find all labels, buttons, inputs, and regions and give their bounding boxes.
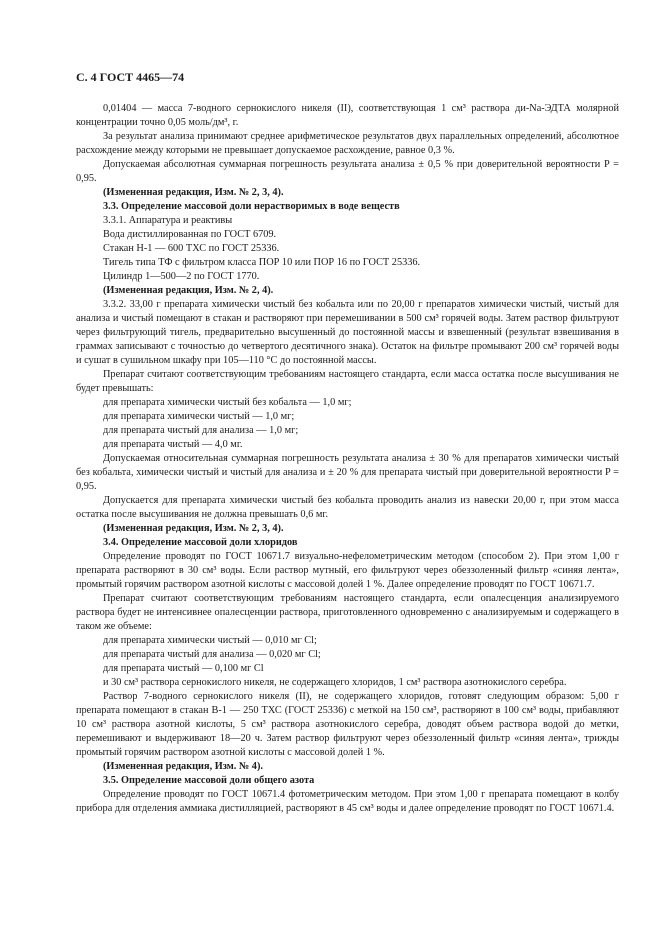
document-page [76,70,619,816]
paragraph: Тигель типа ТФ с фильтром класса ПОР 10 или ПОР 16 по ГОСТ 25336. [103,257,421,268]
page-header: С. 4 ГОСТ 4465—74 [76,70,185,84]
paragraph: 0,01404 — масса 7-водного сернокислого никеля (II), соответствующая 1 см³ раствора ди-Na-ЭДТА молярной концентрации точно 0,05 моль/дм³, г. [76,103,619,128]
paragraph: За результат анализа принимают среднее арифметическое результатов двух параллельных определений, абсолютное расхождение между которыми не превышает допускаемое расхождение, равное 0,3 %. [76,131,619,156]
paragraph: 3.3.1. Аппаратура и реактивы [103,215,233,226]
list-item: для препарата чистый — 0,100 мг Cl [103,663,264,674]
paragraph: 3.3.2. 33,00 г препарата химически чистый без кобальта или по 20,00 г препаратов химически чистый, чистый для анализа и чистый помещают в стакан и растворяют при перемешивании в 500 см³ горячей воды. Затем раствор фильтруют через фильтрующий тигель, предварительно высушенный до постоянной массы и взвешенный (результат взвешивания в граммах записывают с точностью до четвертого десятичного знака). Остаток на фильтре промывают 200 см³ горячей воды и сушат в сушильном шкафу при 105—110 °С до постоянной массы. [76,299,619,366]
paragraph: Препарат считают соответствующим требованиям настоящего стандарта, если опалесценция анализируемого раствора будет не интенсивнее опалесценции раствора, приготовленного одновременно с анализируемым и содержащего в таком же объеме: [76,593,619,632]
list-item: для препарата химически чистый — 0,010 мг Cl; [103,635,317,646]
bold-paragraph: (Измененная редакция, Изм. № 4). [103,761,263,772]
paragraph: и 30 см³ раствора сернокислого никеля, не содержащего хлоридов, 1 см³ раствора азотнокислого серебра. [103,677,567,688]
bold-paragraph: (Измененная редакция, Изм. № 2, 3, 4). [103,523,284,534]
paragraph: Определение проводят по ГОСТ 10671.4 фотометрическим методом. При этом 1,00 г препарата помещают в колбу прибора для отделения аммиака дистилляцией, растворяют в 45 см³ воды и далее определение проводят по ГОСТ 10671.4. [76,789,619,814]
paragraph: Стакан Н-1 — 600 ТХС по ГОСТ 25336. [103,243,280,254]
list-item: для препарата химически чистый без кобальта — 1,0 мг; [103,397,352,408]
bold-paragraph: 3.5. Определение массовой доли общего азота [103,775,315,786]
paragraph: Цилиндр 1—500—2 по ГОСТ 1770. [103,271,260,282]
paragraph: Допускаемая абсолютная суммарная погрешность результата анализа ± 0,5 % при доверительной вероятности P = 0,95. [76,159,619,184]
paragraph: Допускаемая относительная суммарная погрешность результата анализа ± 30 % для препаратов химически чистый без кобальта, химически чистый и чистый для анализа и ± 20 % для препарата чистый при доверительной вероятности P = 0,95. [76,453,619,492]
paragraph: Вода дистиллированная по ГОСТ 6709. [103,229,277,240]
list-item: для препарата чистый — 4,0 мг. [103,439,243,450]
bold-paragraph: (Измененная редакция, Изм. № 2, 3, 4). [103,187,284,198]
bold-paragraph: (Измененная редакция, Изм. № 2, 4). [103,285,274,296]
paragraph: Препарат считают соответствующим требованиям настоящего стандарта, если масса остатка после высушивания не будет превышать: [76,369,619,394]
document-body [76,102,619,816]
paragraph: Допускается для препарата химически чистый без кобальта проводить анализ из навески 20,00 г, при этом масса остатка после высушивания не должна превышать 0,6 мг. [76,495,619,520]
paragraph: Раствор 7-водного сернокислого никеля (II), не содержащего хлоридов, готовят следующим образом: 5,00 г препарата помещают в стакан В-1 — 250 ТХС (ГОСТ 25336) с меткой на 150 см³, растворяют в 100 см³ воды, прибавляют 10 см³ раствора азотной кислоты, 5 см³ раствора азотнокислого серебра, доводят объем раствора водой до метки, перемешивают и выдерживают 18—20 ч. Затем раствор фильтруют через обеззоленный фильтр «синяя лента», трижды промытый горячим раствором азотной кислоты с массовой долей 1 %. [76,691,619,758]
list-item: для препарата чистый для анализа — 1,0 мг; [103,425,299,436]
list-item: для препарата химически чистый — 1,0 мг; [103,411,295,422]
paragraph: Определение проводят по ГОСТ 10671.7 визуально-нефелометрическим методом (способом 2). При этом 1,00 г препарата растворяют в 30 см³ воды. Если раствор мутный, его фильтруют через обеззоленный фильтр «синяя лента», промытый горячим раствором азотной кислоты с массовой долей 1 %. Далее определение проводят по ГОСТ 10671.7. [76,551,619,590]
list-item: для препарата чистый для анализа — 0,020 мг Cl; [103,649,321,660]
bold-paragraph: 3.3. Определение массовой доли нерастворимых в воде веществ [103,201,400,212]
bold-paragraph: 3.4. Определение массовой доли хлоридов [103,537,298,548]
